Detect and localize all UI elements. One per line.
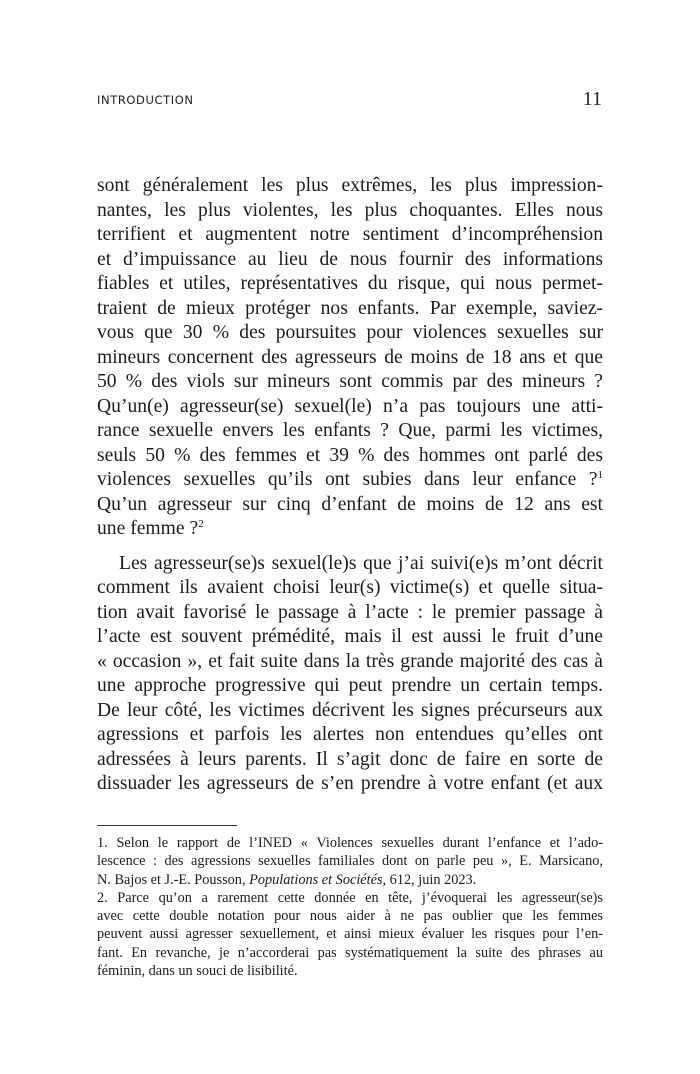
text-line [97, 223, 603, 248]
text-line [97, 748, 603, 773]
line-text: une femme ? [97, 518, 199, 539]
line-text: 2. Parce qu’on a rarement cette donnée en tête, j’évoquerai les agresseur(se)s [97, 889, 603, 906]
line-text: agressions et parfois les alertes non entendues qu’elles ont [97, 724, 603, 745]
line-text: lescence : des agressions sexuelles familiales dont on parle peu », E. Marsicano, [97, 853, 603, 870]
footnote-line [97, 852, 603, 870]
running-header: INTRODUCTION [97, 93, 194, 107]
line-text: féminin, dans un souci de lisibilité. [97, 963, 298, 980]
line-text: Qu’un(e) agresseur(se) sexuel(le) n’a pas toujours une atti- [97, 395, 603, 417]
text-line [97, 370, 603, 395]
line-text: seuls 50 % des femmes et 39 % des hommes ont parlé des [97, 444, 603, 466]
footnote-line [97, 925, 603, 943]
footnote [97, 889, 603, 980]
journal-title: Populations et Sociétés [249, 871, 383, 888]
footnote-line [97, 962, 603, 980]
line-text: dissuader les agresseurs de s’en prendre à votre enfant (et aux [97, 773, 603, 794]
footnote-line [97, 907, 603, 925]
footnote-divider [97, 825, 237, 826]
line-text: une approche progressive qui peut prendre un certain temps. [97, 675, 603, 696]
footnote-line [97, 889, 603, 907]
line-text: Les agresseur(se)s sexuel(le)s que j’ai suivi(e)s m’ont décrit [119, 552, 603, 574]
text-line [97, 601, 603, 626]
text-line [97, 552, 603, 577]
line-text: 1. Selon le rapport de l’INED « Violences sexuelles durant l’enfance et l’ado- [97, 835, 603, 851]
text-line [97, 723, 603, 748]
line-text: Qu’un agresseur sur cinq d’enfant de moins de 12 ans est [97, 493, 603, 515]
line-text: tion avait favorisé le passage à l’acte : le premier passage à [97, 601, 603, 623]
text-line [97, 772, 603, 797]
footnote-ref: 2 [198, 518, 204, 530]
text-line [97, 248, 603, 273]
text-line [97, 650, 603, 675]
citation-details: , 612, juin 2023. [382, 871, 477, 888]
text-line [97, 272, 603, 297]
body-text [97, 174, 603, 797]
line-text: rance sexuelle envers les enfants ? Que, parmi les victimes, [97, 420, 603, 441]
line-text: adressées à leurs parents. Il s’agit donc de faire en sorte de [97, 748, 603, 770]
footnote-line [97, 834, 603, 852]
line-text: « occasion », et fait suite dans la très grande majorité des cas à [97, 650, 603, 672]
line-text: fant. En revanche, je n’accorderai pas systématiquement la suite des phrases au [97, 944, 603, 961]
line-text: N. Bajos et J.-E. Pousson, [97, 871, 250, 888]
paragraph [97, 174, 603, 542]
text-line [97, 674, 603, 699]
line-text: l’acte est souvent prémédité, mais il est aussi le fruit d’une [97, 626, 603, 647]
text-line [97, 395, 603, 420]
text-line [97, 699, 603, 724]
text-line [97, 297, 603, 322]
line-text: nantes, les plus violentes, les plus choquantes. Elles nous [97, 199, 603, 221]
line-text: violences sexuelles qu’ils ont subies dans leur enfance ? [97, 469, 598, 490]
line-text: peuvent aussi agresser sexuellement, et ainsi mieux évaluer les risques pour l’en- [97, 926, 603, 943]
footnote-line [97, 871, 603, 889]
paragraph [97, 552, 603, 797]
text-line [97, 493, 603, 518]
footnotes [97, 834, 603, 980]
line-text: et d’impuissance au lieu de nous fournir des informations [97, 248, 603, 270]
line-text: terrifient et augmentent notre sentiment d’incompréhension [97, 224, 603, 245]
line-text: comment ils avaient choisi leur(s) victime(s) et quelle situa- [97, 577, 603, 598]
text-line [97, 199, 603, 224]
line-text: mineurs concernent des agresseurs de moins de 18 ans et que [97, 346, 603, 368]
text-line [97, 174, 603, 199]
line-text: De leur côté, les victimes décrivent les signes précurseurs aux [97, 699, 603, 721]
line-text: sont généralement les plus extrêmes, les plus impression- [97, 175, 603, 196]
text-line [97, 576, 603, 601]
footnote-ref: 1 [597, 469, 603, 481]
text-line [97, 517, 603, 542]
text-line [97, 468, 603, 493]
text-line [97, 625, 603, 650]
line-text: vous que 30 % des poursuites pour violences sexuelles sur [97, 322, 603, 343]
line-text: fiables et utiles, représentatives du risque, qui nous permet- [97, 273, 603, 294]
footnote [97, 834, 603, 889]
line-text: avec cette double notation pour nous aider à ne pas oublier que les femmes [97, 908, 603, 925]
text-line [97, 346, 603, 371]
text-line [97, 321, 603, 346]
text-line [97, 419, 603, 444]
page-number: 11 [582, 88, 602, 110]
line-text: 50 % des viols sur mineurs sont commis par des mineurs ? [97, 371, 603, 392]
line-text: traient de mieux protéger nos enfants. Par exemple, saviez- [97, 297, 603, 319]
text-line [97, 444, 603, 469]
footnote-line [97, 944, 603, 962]
